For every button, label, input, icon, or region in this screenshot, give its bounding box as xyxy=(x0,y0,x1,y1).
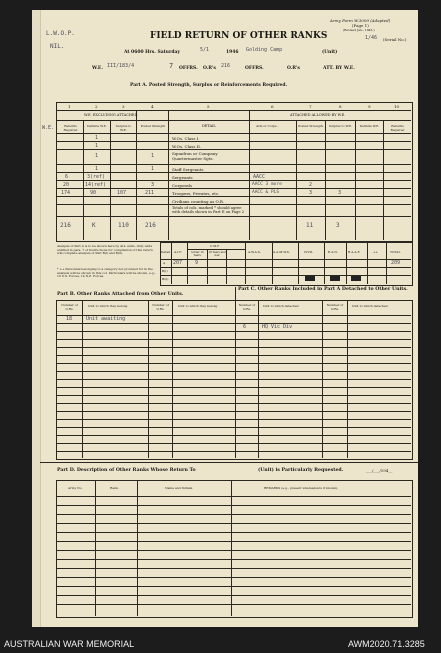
part-b-h2: Unit to which they belong xyxy=(88,304,128,308)
analysis-row-a: A xyxy=(163,261,166,265)
h-definite: Definite W.E. xyxy=(87,124,107,128)
analysis-awas-h: A.W.A.S. xyxy=(248,250,261,254)
margin-note-lwop: L.W.O.P. xyxy=(46,30,75,37)
row-wo1-detail: W.Os. Class I. xyxy=(172,136,200,141)
row-pte-c3: 107 xyxy=(117,190,127,196)
year: 1946 xyxy=(226,50,239,55)
date-value: 5/1 xyxy=(200,47,210,53)
h-posted-att: Posted Strength. xyxy=(298,124,324,128)
unit-value: Golding Camp xyxy=(246,47,283,53)
att-label: ATT. BY W.E. xyxy=(323,66,355,71)
row-sgt-c6: AACC xyxy=(253,174,266,180)
row-wo2-c2: 1 xyxy=(95,143,99,149)
we-excl-heading: W.E. EXCLUDING ATTACHED. xyxy=(84,113,139,117)
part-d-h-name: Name and Initials. xyxy=(165,486,194,490)
offrs-value: 7 xyxy=(169,62,174,70)
row-cpl-c1: 20 xyxy=(63,182,70,188)
form-page xyxy=(32,10,418,627)
row-sgt-c2: 3(ref) xyxy=(87,174,106,180)
row-wo2-detail: W.Os. Class II. xyxy=(172,144,202,149)
part-c-h3: Number of O.Rs. xyxy=(326,303,344,311)
col-no-10: 10 xyxy=(394,104,400,109)
part-c-title: Part C. Other Ranks Included in Part A Detached to Other Units. xyxy=(238,287,408,292)
at-line: At 0600 Hrs. Saturday xyxy=(124,50,181,55)
col-no-5: 5 xyxy=(207,104,210,109)
row-ssgt-c2: 1 xyxy=(95,166,99,172)
analysis-ran-h: R.A.N. xyxy=(328,250,338,254)
serial-value: 1/46 xyxy=(365,35,378,41)
h-surplus-att: Surplus to W.E. xyxy=(328,124,353,128)
analysis-raaf-h: R.A.A.F. xyxy=(348,250,361,254)
col-no-1: 1 xyxy=(68,104,71,109)
footer-credit: AUSTRALIAN WAR MEMORIAL xyxy=(4,639,135,649)
analysis-aamws-h: A.A.M.W.S. xyxy=(273,250,290,254)
row-pte-detail: Troopers, Privates, etc. xyxy=(172,191,220,196)
row-pte-c4: 211 xyxy=(145,190,155,196)
part-d-date: ___/___/194__ xyxy=(366,468,393,473)
row-totals-c1: 216 xyxy=(60,222,71,229)
row-cqms-c2: 1 xyxy=(95,153,99,159)
row-pte-c6: AACC & PLS xyxy=(252,190,280,195)
footer-accession-no: AWM2020.71.3285 xyxy=(348,639,425,649)
part-d-h-armyno: Army No. xyxy=(68,486,83,490)
row-cpl-c4: 3 xyxy=(151,182,155,188)
row-totals-c7: 11 xyxy=(306,222,314,229)
part-b-title: Part B. Other Ranks Attached from Other Units. xyxy=(57,292,184,297)
part-c-entry-unit: HQ Vic Div xyxy=(262,324,293,330)
ors-value: 216 xyxy=(221,63,231,69)
form-id: Army Form W.3009 (Adapted) xyxy=(330,18,391,23)
blackout-mark xyxy=(330,276,340,281)
we-value: III/183/4 xyxy=(107,63,135,69)
form-revision: (Revised Jan., 1943.) xyxy=(343,28,375,32)
row-sgt-detail: Sergeants xyxy=(172,175,193,180)
part-c-h2: Unit to which detached xyxy=(263,304,299,308)
side-we-note: W.E. xyxy=(42,125,55,131)
col-no-2: 2 xyxy=(95,104,98,109)
row-pte-c2: 90 xyxy=(90,190,97,196)
ors-label: O.R's xyxy=(203,66,216,71)
we-label: W.E. xyxy=(92,66,103,71)
row-cqms-c4: 1 xyxy=(151,153,155,159)
margin-note-nil: NIL. xyxy=(50,43,65,50)
margin-strip xyxy=(32,10,41,627)
row-civ-detail: Civilians counting as O.R. xyxy=(172,199,225,204)
analysis-cmf-h: C.M.F. xyxy=(210,244,220,248)
h-definite-att: Definite W.E. xyxy=(359,124,380,128)
part-b-entry-unit: Unit awaiting xyxy=(86,316,126,322)
form-title: FIELD RETURN OF OTHER RANKS xyxy=(150,31,328,41)
row-cqms-detail: Squadron or Company Quartermaster Sgts. xyxy=(172,151,218,161)
serial-label: (Serial No.) xyxy=(383,37,407,42)
col-no-7: 7 xyxy=(309,104,312,109)
att-allowed-heading: ATTACHED ALLOWED BY W.E. xyxy=(290,113,346,117)
analysis-a-total: 209 xyxy=(391,260,401,266)
row-pte-c7: 3 xyxy=(309,190,313,196)
ors2-label: O.R's xyxy=(287,66,300,71)
col-no-4: 4 xyxy=(151,104,154,109)
h-rebuilts-att: Rebuilts Required xyxy=(390,124,405,132)
analysis-a-aif: 207 xyxy=(173,260,183,266)
analysis-note: Analysis of Part A is to be shown here by ALL units. Only units entitled in para. 7 of Instructions for compilation of this return will complete analysis of Part B(i) and B(ii). xyxy=(57,244,153,256)
row-cpl-c6: AACC 3 more xyxy=(252,182,282,187)
analysis-under18-h: Under 18 Years. xyxy=(191,251,204,257)
unit-label: (Unit) xyxy=(322,50,338,55)
col-no-9: 9 xyxy=(368,104,371,109)
analysis-aif-h: A.I.F. xyxy=(174,250,182,254)
col-no-3: 3 xyxy=(122,104,125,109)
analysis-row-bii: B(ii) xyxy=(162,277,169,281)
row-ssgt-c4: 1 xyxy=(151,166,155,172)
row-cpl-c2: 14(ref) xyxy=(85,182,107,188)
col-no-8: 8 xyxy=(339,104,342,109)
part-c-h4: Unit to which detached xyxy=(352,304,388,308)
offrs2-label: OFFRS. xyxy=(245,66,264,71)
form-page-no: (Page 1) xyxy=(352,23,369,28)
offrs-label: OFFRS. xyxy=(179,66,198,71)
analysis-footnote: * ++ Personnel belonging to a category not provided for in the analysis will be shown in this col. Particulars will be shown, e.g., 10 U.S. Forces, 14 N.Z. Forces. xyxy=(57,267,156,279)
row-ssgt-detail: Staff Sergeants xyxy=(172,167,204,172)
row-wo1-c2: 1 xyxy=(95,135,99,141)
part-c-entry-number: 6 xyxy=(243,324,247,330)
analysis-row-bi: B(i) xyxy=(162,269,168,273)
part-c-h1: Number of O.Rs. xyxy=(238,303,256,311)
part-d-title: Part D. Description of Other Ranks Whose Return To xyxy=(57,468,196,473)
row-totals-c8: 3 xyxy=(336,222,340,229)
analysis-over18-h: 18 Years and over. xyxy=(208,251,226,257)
analysis-plus-h: ++ xyxy=(373,250,379,254)
part-a-title: Part A. Posted Strength, Surplus or Reinforcements Required. xyxy=(130,83,288,88)
blackout-mark xyxy=(351,276,361,281)
part-b-h1: Number of O.Rs. xyxy=(61,303,78,311)
row-cpl-c7: 2 xyxy=(309,182,313,188)
row-pte-c8: 3 xyxy=(338,190,342,196)
row-totals-detail: Totals of cols. marked * should agree with details shown in Part E on Page 2 xyxy=(172,206,245,214)
row-totals-c2: K xyxy=(92,222,96,229)
row-totals-c3: 110 xyxy=(118,222,129,229)
row-sgt-c1: 6 xyxy=(65,174,69,180)
h-posted: Posted Strength xyxy=(140,124,166,128)
part-b-h4: Unit to which they belong xyxy=(178,304,218,308)
h-surplus: Surplus to W.E. xyxy=(115,124,132,132)
footer-bar xyxy=(0,636,441,653)
col-no-6: 6 xyxy=(271,104,274,109)
part-b-entry-number: 18 xyxy=(66,316,73,322)
part-b-h3: Number of O.Rs. xyxy=(152,303,169,311)
analysis-total-h: TOTAL xyxy=(390,250,401,254)
part-d-h-remarks: REMARKS (e.g., present whereabouts if known). xyxy=(264,486,339,490)
analysis-detail-h: Detail xyxy=(161,250,171,254)
analysis-civil-h: CIVIL xyxy=(304,250,313,254)
row-pte-c1: 174 xyxy=(61,190,71,196)
row-cpl-detail: Corporals xyxy=(172,183,192,188)
h-rebuilts: Rebuilts Required xyxy=(63,124,78,132)
part-d-table xyxy=(56,480,413,618)
part-d-h-rank: Rank. xyxy=(110,486,119,490)
row-totals-c4: 216 xyxy=(145,222,156,229)
blackout-mark xyxy=(305,276,315,281)
detail-heading: DETAIL xyxy=(202,124,216,128)
part-d-title2: (Unit) is Particularly Requested. xyxy=(258,468,344,473)
h-arm-corps: Arm or Corps. xyxy=(256,124,278,128)
analysis-a-under18: 9 xyxy=(195,260,199,266)
